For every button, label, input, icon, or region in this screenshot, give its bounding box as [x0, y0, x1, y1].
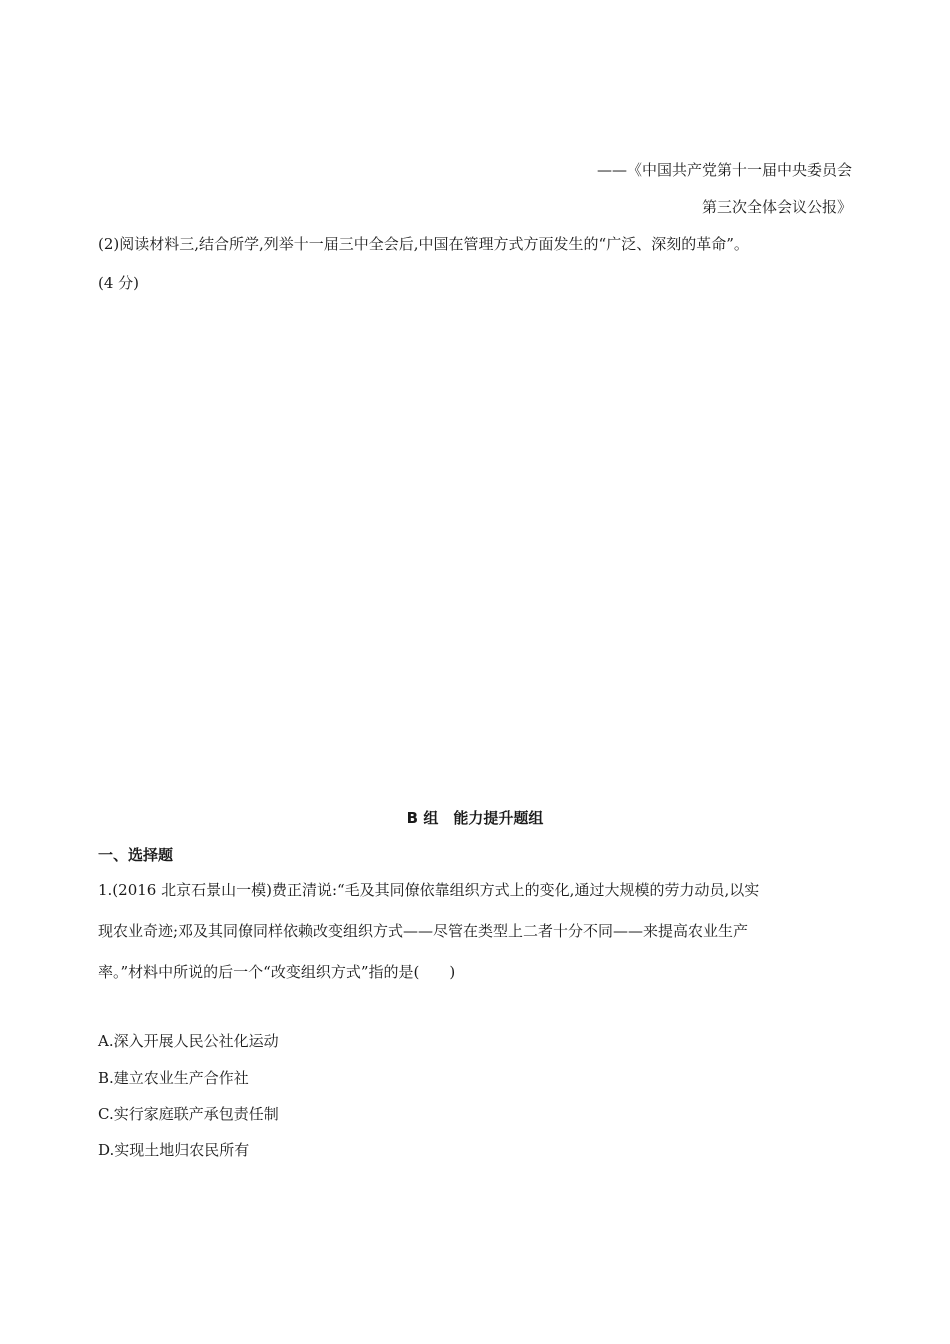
source-citation-line-2: 第三次全体会议公报》	[701, 198, 852, 216]
group-title: B 组 能力提升题组	[406, 809, 544, 827]
section-title: 一、选择题	[98, 846, 174, 864]
question-2-text: (2)阅读材料三,结合所学,列举十一届三中全会后,中国在管理方式方面发生的“广泛、深刻的革命”。	[98, 235, 749, 253]
question-2-score: (4 分)	[98, 274, 140, 292]
option-d: D.实现土地归农民所有	[98, 1141, 250, 1159]
question-1-line-2: 现农业奇迹;邓及其同僚同样依赖改变组织方式——尽管在类型上二者十分不同——来提高农业生产	[98, 922, 749, 940]
option-c: C.实行家庭联产承包责任制	[98, 1105, 279, 1123]
source-citation-line-1: ——《中国共产党第十一届中央委员会	[596, 161, 852, 179]
option-b: B.建立农业生产合作社	[98, 1069, 249, 1087]
question-1-line-3: 率。”材料中所说的后一个“改变组织方式”指的是( )	[98, 963, 456, 981]
question-1-line-1: 1.(2016 北京石景山一模)费正清说:“毛及其同僚依靠组织方式上的变化,通过大规模的劳力动员,以实	[98, 881, 760, 899]
option-a: A.深入开展人民公社化运动	[98, 1032, 279, 1050]
